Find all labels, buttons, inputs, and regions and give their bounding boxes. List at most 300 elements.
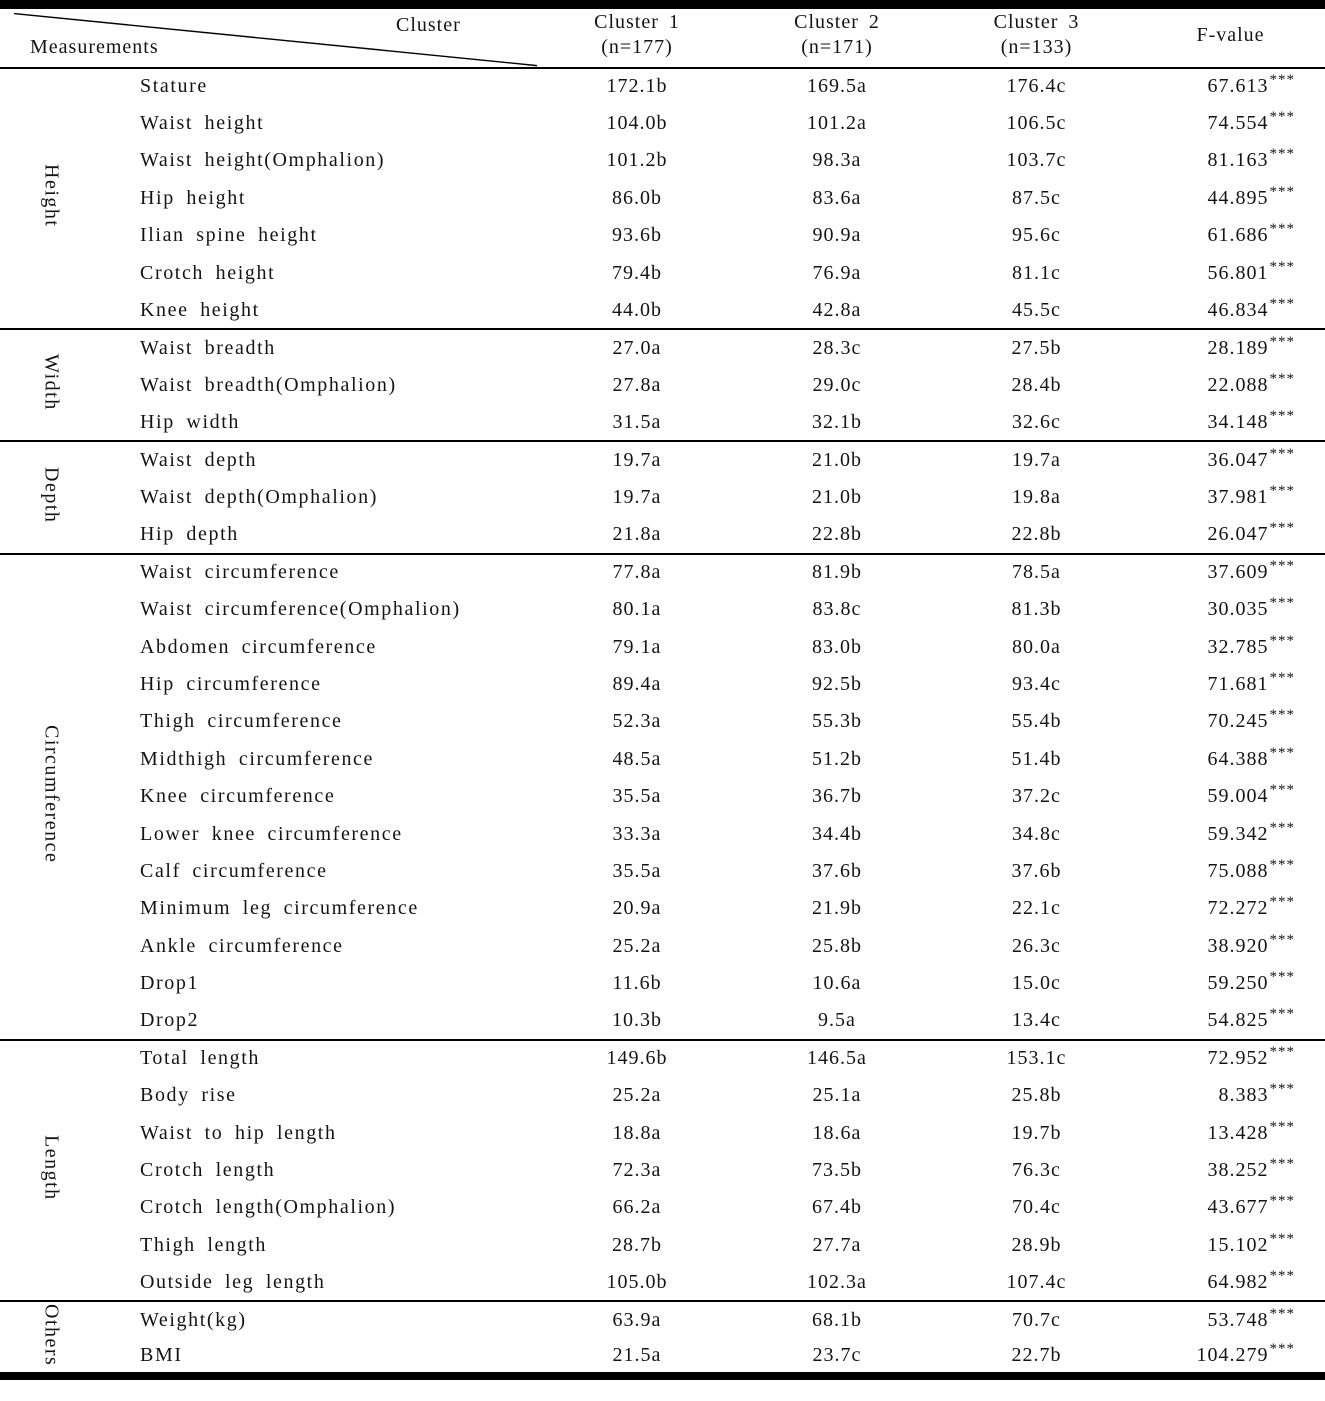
cluster-1-value: 35.5a (612, 859, 662, 882)
cluster-3-value: 76.3c (1012, 1159, 1061, 1182)
f-value-cell (1136, 965, 1325, 1002)
measurement-name: Body rise (140, 1084, 237, 1107)
significance-stars: *** (1269, 258, 1295, 275)
f-value-cell (1136, 1189, 1325, 1226)
table-row (0, 628, 1325, 665)
f-value: 30.035 (1207, 598, 1269, 621)
cluster-1-value: 104.0b (606, 112, 668, 135)
f-value-cell (1136, 628, 1325, 665)
table-row (0, 404, 1325, 441)
cluster-1-value: 10.3b (612, 1008, 662, 1031)
measurement-name: Thigh circumference (140, 710, 343, 733)
cluster-3-value: 80.0a (1012, 635, 1061, 658)
f-value-cell (1136, 703, 1325, 740)
significance-stars: *** (1269, 819, 1295, 836)
header-cluster-3-name: Cluster 3 (993, 10, 1080, 33)
measurement-name: Waist depth (140, 449, 258, 472)
cluster-1-value: 79.4b (612, 261, 662, 284)
f-value-cell (1136, 105, 1325, 142)
measurement-name: Knee height (140, 298, 260, 321)
f-value: 13.428 (1207, 1121, 1269, 1144)
table-row (0, 965, 1325, 1002)
cluster-1-value: 20.9a (612, 897, 662, 920)
cluster-2-value: 21.0b (812, 449, 862, 472)
f-value: 8.383 (1218, 1084, 1269, 1107)
cluster-1-value: 48.5a (612, 747, 662, 770)
f-value: 72.952 (1207, 1047, 1269, 1070)
cluster-3-value: 70.4c (1012, 1196, 1061, 1219)
f-value: 53.748 (1207, 1309, 1269, 1332)
cluster-3-value: 19.8a (1012, 485, 1061, 508)
table-row (0, 105, 1325, 142)
f-value: 104.279 (1196, 1343, 1269, 1366)
measurement-name: Knee circumference (140, 785, 336, 808)
f-value-cell (1136, 292, 1325, 329)
table-row (0, 1152, 1325, 1189)
measurement-name: Waist circumference (140, 561, 340, 584)
cluster-2-value: 9.5a (818, 1008, 856, 1031)
f-value: 15.102 (1207, 1233, 1269, 1256)
cluster-2-value: 83.8c (812, 598, 862, 621)
measurement-name: Hip height (140, 186, 246, 209)
measurement-name: Waist height (140, 112, 265, 135)
f-value: 81.163 (1207, 149, 1269, 172)
cluster-3-value: 15.0c (1012, 972, 1061, 995)
f-value-cell (1136, 1152, 1325, 1189)
cluster-2-value: 102.3a (807, 1270, 867, 1293)
measurement-name: Total length (140, 1047, 261, 1070)
table-row (0, 741, 1325, 778)
measurement-name: Crotch height (140, 261, 276, 284)
group-label: Width (40, 354, 63, 412)
table-row (0, 927, 1325, 964)
cluster-3-value: 22.7b (1011, 1343, 1062, 1366)
cluster-1-value: 79.1a (612, 635, 662, 658)
significance-stars: *** (1269, 1118, 1295, 1135)
measurement-name: Waist height(Omphalion) (140, 149, 386, 172)
cluster-2-value: 98.3a (812, 149, 862, 172)
table-row (0, 815, 1325, 852)
measurement-group (0, 329, 1325, 441)
significance-stars: *** (1269, 146, 1295, 163)
cluster-2-value: 10.6a (812, 972, 862, 995)
f-value-cell (1136, 254, 1325, 291)
cluster-1-value: 105.0b (606, 1270, 668, 1293)
cluster-1-value: 11.6b (612, 972, 662, 995)
group-label-cell (0, 441, 102, 553)
f-value: 64.388 (1207, 747, 1269, 770)
f-value-cell (1136, 778, 1325, 815)
significance-stars: *** (1269, 221, 1295, 238)
measurement-name: Calf circumference (140, 859, 328, 882)
f-value-cell (1136, 1227, 1325, 1264)
measurement-name: Waist to hip length (140, 1121, 337, 1144)
f-value-cell (1136, 516, 1325, 553)
f-value-cell (1136, 890, 1325, 927)
group-label-cell (0, 329, 102, 441)
cluster-2-value: 29.0c (812, 373, 862, 396)
table-row (0, 1189, 1325, 1226)
table-row (0, 479, 1325, 516)
f-value: 32.785 (1207, 635, 1269, 658)
cluster-2-value: 28.3c (812, 336, 862, 359)
cluster-1-value: 27.8a (612, 373, 662, 396)
group-label: Depth (40, 466, 63, 524)
cluster-3-value: 32.6c (1012, 410, 1061, 433)
table-row (0, 329, 1325, 366)
cluster-1-value: 31.5a (612, 410, 662, 433)
cluster-1-value: 19.7a (612, 485, 662, 508)
measurement-name: Minimum leg circumference (140, 897, 419, 920)
group-label: Height (40, 164, 63, 228)
header-cluster-2-name: Cluster 2 (794, 10, 880, 33)
cluster-1-value: 72.3a (612, 1159, 662, 1182)
table-row (0, 666, 1325, 703)
cluster-3-value: 51.4b (1011, 747, 1062, 770)
cluster-2-value: 23.7c (812, 1343, 862, 1366)
cluster-2-value: 34.4b (812, 822, 862, 845)
measurement-name: Midthigh circumference (140, 747, 375, 770)
f-value: 64.982 (1207, 1270, 1269, 1293)
measurement-name: Hip depth (140, 522, 239, 545)
group-label-cell (0, 554, 102, 1040)
cluster-3-value: 37.6b (1011, 859, 1062, 882)
f-value: 38.252 (1207, 1159, 1269, 1182)
f-value-cell (1136, 591, 1325, 628)
measurement-name: Crotch length(Omphalion) (140, 1196, 397, 1219)
table-row (0, 217, 1325, 254)
cluster-2-value: 68.1b (812, 1309, 862, 1332)
table-row (0, 68, 1325, 105)
measurement-name: Hip circumference (140, 672, 322, 695)
cluster-2-value: 32.1b (812, 410, 862, 433)
cluster-2-value: 92.5b (812, 672, 862, 695)
f-value-cell (1136, 1002, 1325, 1039)
significance-stars: *** (1269, 558, 1295, 575)
cluster-3-value: 78.5a (1012, 561, 1061, 584)
cluster-3-value: 19.7b (1011, 1121, 1062, 1144)
f-value: 28.189 (1207, 336, 1269, 359)
cluster-1-value: 172.1b (606, 75, 668, 98)
f-value-cell (1136, 68, 1325, 105)
cluster-3-value: 81.1c (1012, 261, 1061, 284)
cluster-2-value: 67.4b (812, 1196, 862, 1219)
f-value: 37.981 (1207, 485, 1269, 508)
significance-stars: *** (1269, 782, 1295, 799)
f-value-cell (1136, 741, 1325, 778)
f-value: 37.609 (1207, 561, 1269, 584)
f-value: 22.088 (1207, 373, 1269, 396)
cluster-2-value: 76.9a (812, 261, 862, 284)
measurement-group (0, 68, 1325, 330)
cluster-1-value: 101.2b (606, 149, 668, 172)
cluster-3-value: 28.4b (1011, 373, 1062, 396)
cluster-3-value: 25.8b (1011, 1084, 1062, 1107)
significance-stars: *** (1269, 707, 1295, 724)
cluster-2-value: 83.0b (812, 635, 862, 658)
f-value-cell (1136, 180, 1325, 217)
cluster-1-value: 80.1a (612, 598, 662, 621)
table-row (0, 1227, 1325, 1264)
header-row (0, 5, 1325, 68)
cluster-2-value: 101.2a (807, 112, 867, 135)
significance-stars: *** (1269, 894, 1295, 911)
cluster-1-value: 21.8a (612, 522, 662, 545)
significance-stars: *** (1269, 295, 1295, 312)
cluster-2-value: 90.9a (812, 224, 862, 247)
cluster-3-value: 28.9b (1011, 1233, 1062, 1256)
cluster-3-value: 106.5c (1006, 112, 1067, 135)
f-value: 46.834 (1207, 298, 1269, 321)
f-value-cell (1136, 853, 1325, 890)
f-value-cell (1136, 815, 1325, 852)
cluster-3-value: 81.3b (1011, 598, 1062, 621)
table-row (0, 1040, 1325, 1077)
cluster-2-value: 21.0b (812, 485, 862, 508)
significance-stars: *** (1269, 519, 1295, 536)
f-value-cell (1136, 404, 1325, 441)
significance-stars: *** (1269, 856, 1295, 873)
measurement-name: Stature (140, 75, 208, 98)
significance-stars: *** (1269, 1306, 1295, 1323)
diagonal-label-measurements: Measurements (30, 36, 159, 58)
f-value-cell (1136, 329, 1325, 366)
cluster-1-value: 27.0a (612, 336, 662, 359)
cluster-2-value: 83.6a (812, 186, 862, 209)
cluster-3-value: 176.4c (1006, 75, 1067, 98)
measurement-name: Ilian spine height (140, 224, 318, 247)
header-f-value (1136, 5, 1325, 68)
f-value: 71.681 (1207, 672, 1269, 695)
cluster-1-value: 25.2a (612, 934, 662, 957)
header-cluster-1 (537, 5, 737, 68)
f-value-cell (1136, 1114, 1325, 1151)
measurement-name: Waist depth(Omphalion) (140, 485, 378, 508)
cluster-1-value: 66.2a (612, 1196, 662, 1219)
cluster-1-value: 35.5a (612, 785, 662, 808)
significance-stars: *** (1269, 1156, 1295, 1173)
group-label: Circumference (40, 724, 63, 864)
cluster-3-value: 55.4b (1011, 710, 1062, 733)
cluster-3-value: 95.6c (1012, 224, 1061, 247)
significance-stars: *** (1269, 407, 1295, 424)
f-value: 54.825 (1207, 1008, 1269, 1031)
table-row (0, 1002, 1325, 1039)
f-value-cell (1136, 666, 1325, 703)
significance-stars: *** (1269, 1005, 1295, 1022)
group-label-cell (0, 1301, 102, 1376)
significance-stars: *** (1269, 1267, 1295, 1284)
cluster-2-value: 27.7a (812, 1233, 862, 1256)
cluster-3-value: 26.3c (1012, 934, 1061, 957)
cluster-1-value: 89.4a (612, 672, 662, 695)
table-row (0, 853, 1325, 890)
cluster-2-value: 25.8b (812, 934, 862, 957)
significance-stars: *** (1269, 333, 1295, 350)
cluster-3-value: 103.7c (1006, 149, 1067, 172)
cluster-1-value: 86.0b (612, 186, 662, 209)
cluster-1-value: 18.8a (612, 1121, 662, 1144)
cluster-3-value: 19.7a (1012, 449, 1061, 472)
significance-stars: *** (1269, 1230, 1295, 1247)
cluster-1-value: 44.0b (612, 298, 662, 321)
diagonal-label-cluster: Cluster (396, 14, 461, 36)
measurement-name: Lower knee circumference (140, 822, 403, 845)
header-cluster-3 (937, 5, 1136, 68)
f-value-cell (1136, 1301, 1325, 1338)
cluster-1-value: 28.7b (612, 1233, 662, 1256)
table-row (0, 591, 1325, 628)
cluster-3-value: 87.5c (1012, 186, 1061, 209)
table-row (0, 890, 1325, 927)
f-value-cell (1136, 927, 1325, 964)
group-label-cell (0, 68, 102, 330)
f-value: 43.677 (1207, 1196, 1269, 1219)
group-label-cell (0, 1040, 102, 1302)
cluster-2-value: 22.8b (812, 522, 862, 545)
measurement-name: Weight(kg) (140, 1309, 247, 1332)
group-label: Length (40, 1135, 63, 1201)
table-row (0, 292, 1325, 329)
f-value: 44.895 (1207, 186, 1269, 209)
significance-stars: *** (1269, 1193, 1295, 1210)
group-label: Others (40, 1303, 63, 1366)
measurement-name: Thigh length (140, 1233, 267, 1256)
cluster-2-value: 21.9b (812, 897, 862, 920)
f-value: 59.250 (1207, 972, 1269, 995)
diagonal-header-cell (0, 5, 537, 68)
measurement-group (0, 441, 1325, 553)
cluster-3-value: 107.4c (1006, 1270, 1067, 1293)
f-value: 72.272 (1207, 897, 1269, 920)
header-cluster-2-n: (n=171) (801, 35, 873, 58)
cluster-2-value: 51.2b (812, 747, 862, 770)
cluster-2-value: 42.8a (812, 298, 862, 321)
table-row (0, 703, 1325, 740)
cluster-3-value: 27.5b (1011, 336, 1062, 359)
significance-stars: *** (1269, 446, 1295, 463)
cluster-1-value: 19.7a (612, 449, 662, 472)
table-row (0, 254, 1325, 291)
cluster-2-value: 55.3b (812, 710, 862, 733)
f-value: 34.148 (1207, 410, 1269, 433)
cluster-3-value: 34.8c (1012, 822, 1061, 845)
measurement-name: Drop2 (140, 1008, 200, 1031)
cluster-2-value: 25.1a (812, 1084, 862, 1107)
cluster-1-value: 63.9a (612, 1309, 662, 1332)
significance-stars: *** (1269, 482, 1295, 499)
cluster-2-value: 146.5a (807, 1047, 867, 1070)
cluster-2-value: 18.6a (812, 1121, 862, 1144)
cluster-1-value: 25.2a (612, 1084, 662, 1107)
f-value-cell (1136, 1077, 1325, 1114)
table-row (0, 1264, 1325, 1301)
measurement-group (0, 554, 1325, 1040)
significance-stars: *** (1269, 669, 1295, 686)
cluster-1-value: 149.6b (606, 1047, 668, 1070)
table-row (0, 180, 1325, 217)
measurement-name: Drop1 (140, 972, 200, 995)
cluster-1-value: 52.3a (612, 710, 662, 733)
measurement-name: Abdomen circumference (140, 635, 377, 658)
f-value: 61.686 (1207, 224, 1269, 247)
significance-stars: *** (1269, 969, 1295, 986)
measurement-name: Waist breadth (140, 336, 276, 359)
cluster-3-value: 22.1c (1012, 897, 1061, 920)
f-value-cell (1136, 1040, 1325, 1077)
cluster-2-value: 37.6b (812, 859, 862, 882)
measurement-name: BMI (140, 1343, 183, 1366)
measurement-group (0, 1040, 1325, 1302)
measurement-name: Outside leg length (140, 1270, 326, 1293)
significance-stars: *** (1269, 109, 1295, 126)
significance-stars: *** (1269, 1340, 1295, 1357)
cluster-3-value: 45.5c (1012, 298, 1061, 321)
cluster-2-value: 73.5b (812, 1159, 862, 1182)
measurement-name: Crotch length (140, 1159, 276, 1182)
significance-stars: *** (1269, 370, 1295, 387)
header-f-value-label: F-value (1196, 24, 1265, 47)
cluster-3-value: 153.1c (1006, 1047, 1067, 1070)
cluster-3-value: 93.4c (1012, 672, 1061, 695)
significance-stars: *** (1269, 183, 1295, 200)
significance-stars: *** (1269, 1081, 1295, 1098)
cluster-3-value: 22.8b (1011, 522, 1062, 545)
header-cluster-2 (737, 5, 937, 68)
measurement-name: Waist circumference(Omphalion) (140, 598, 461, 621)
table-row (0, 1114, 1325, 1151)
f-value: 67.613 (1207, 75, 1269, 98)
f-value-cell (1136, 479, 1325, 516)
f-value: 74.554 (1207, 112, 1269, 135)
cluster-2-value: 169.5a (807, 75, 867, 98)
f-value-cell (1136, 217, 1325, 254)
f-value-cell (1136, 367, 1325, 404)
table-row (0, 1077, 1325, 1114)
measurement-name: Hip width (140, 410, 240, 433)
f-value: 59.004 (1207, 785, 1269, 808)
header-cluster-1-name: Cluster 1 (594, 10, 680, 33)
cluster-1-value: 33.3a (612, 822, 662, 845)
measurement-name: Waist breadth(Omphalion) (140, 373, 397, 396)
f-value-cell (1136, 1264, 1325, 1301)
f-value: 36.047 (1207, 449, 1269, 472)
table-row (0, 142, 1325, 179)
f-value-cell (1136, 1339, 1325, 1376)
table-row (0, 441, 1325, 478)
header-cluster-1-n: (n=177) (601, 35, 673, 58)
cluster-1-value: 77.8a (612, 561, 662, 584)
significance-stars: *** (1269, 72, 1295, 89)
f-value: 75.088 (1207, 859, 1269, 882)
table-row (0, 554, 1325, 591)
f-value-cell (1136, 142, 1325, 179)
f-value: 56.801 (1207, 261, 1269, 284)
significance-stars: *** (1269, 1044, 1295, 1061)
table-row (0, 1301, 1325, 1338)
table-header (0, 5, 1325, 68)
f-value: 26.047 (1207, 522, 1269, 545)
table-row (0, 778, 1325, 815)
cluster-1-value: 21.5a (612, 1343, 662, 1366)
table-row (0, 367, 1325, 404)
significance-stars: *** (1269, 931, 1295, 948)
measurement-group (0, 1301, 1325, 1376)
cluster-3-value: 70.7c (1012, 1309, 1061, 1332)
header-cluster-3-n: (n=133) (1000, 35, 1073, 58)
f-value-cell (1136, 441, 1325, 478)
table-row (0, 1339, 1325, 1376)
